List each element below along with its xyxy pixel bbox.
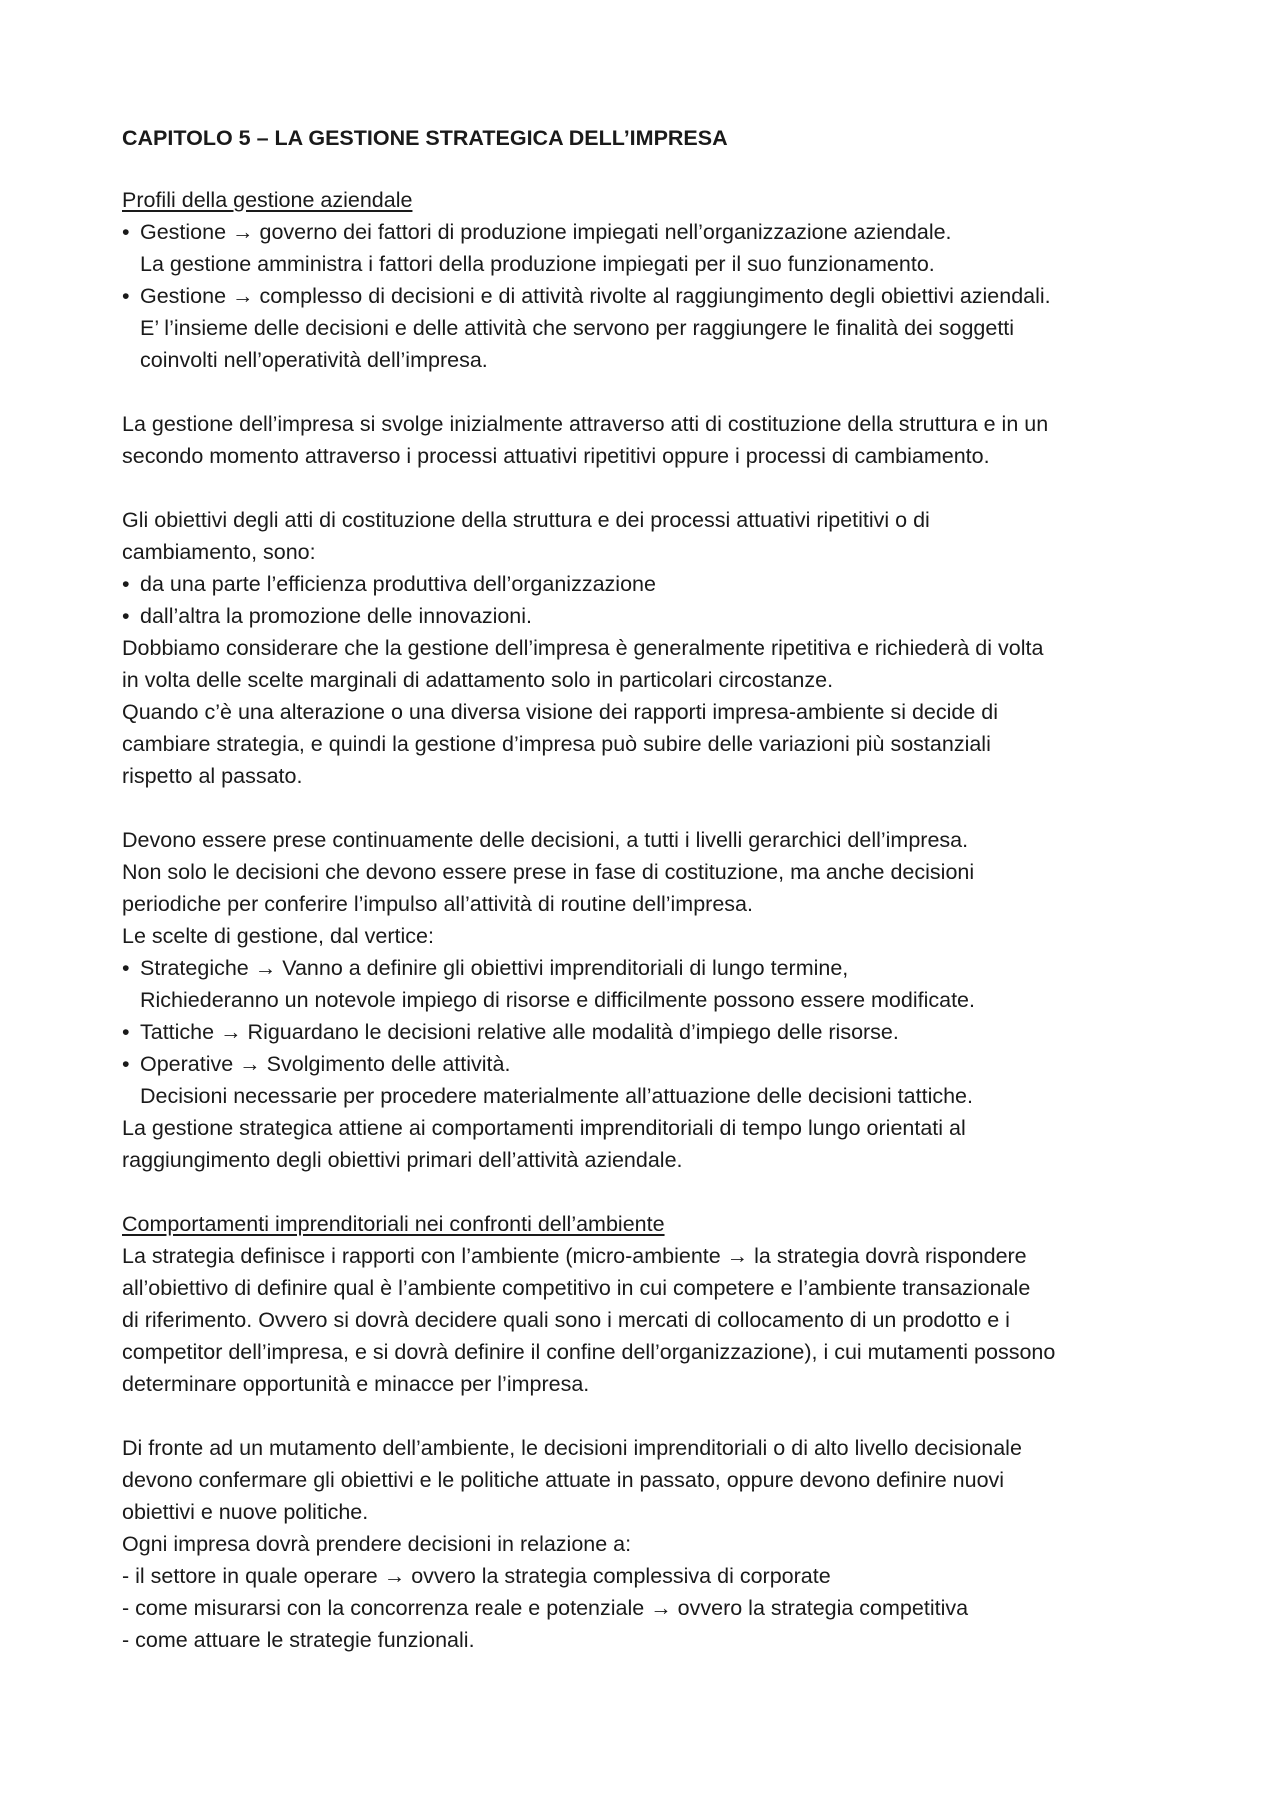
- bullet-item: • da una parte l’efficienza produttiva dell’organizzazione: [122, 568, 1182, 600]
- text-line: competitor dell’impresa, e si dovrà definire il confine dell’organizzazione), i cui mutamenti possono: [122, 1340, 1056, 1364]
- text-line: determinare opportunità e minacce per l’impresa.: [122, 1372, 590, 1396]
- text-line: • Tattiche → Riguardano le decisioni relative alle modalità d’impiego delle risorse.: [140, 1020, 899, 1044]
- text-line: Decisioni necessarie per procedere materialmente all’attuazione delle decisioni tattiche.: [140, 1084, 973, 1108]
- text-line: Dobbiamo considerare che la gestione dell’impresa è generalmente ripetitiva e richiederà di volta: [122, 636, 1044, 660]
- text-line: • Gestione → governo dei fattori di produzione impiegati nell’organizzazione aziendale.: [140, 220, 952, 244]
- text-line: obiettivi e nuove politiche.: [122, 1500, 369, 1524]
- bullet-item: • dall’altra la promozione delle innovazioni.: [122, 600, 1182, 632]
- text-line: • Gestione → complesso di decisioni e di attività rivolte al raggiungimento degli obiettivi aziendali.: [140, 284, 1051, 308]
- text-line: devono confermare gli obiettivi e le politiche attuate in passato, oppure devono definire nuovi: [122, 1468, 1005, 1492]
- decisions-list: [122, 1560, 1182, 1656]
- dash-item: - come misurarsi con la concorrenza reale e potenziale → ovvero la strategia competitiva: [122, 1596, 969, 1620]
- text-line: La strategia definisce i rapporti con l’ambiente (micro-ambiente → la strategia dovrà rispondere: [122, 1244, 1027, 1268]
- bullet-item: [122, 280, 1182, 376]
- text-line: Non solo le decisioni che devono essere prese in fase di costituzione, ma anche decisioni: [122, 860, 975, 884]
- text-line: E’ l’insieme delle decisioni e delle attività che servono per raggiungere le finalità dei soggetti: [140, 316, 1015, 340]
- dash-item: - come attuare le strategie funzionali.: [122, 1628, 475, 1652]
- text-line: • Operative → Svolgimento delle attività.: [140, 1052, 511, 1076]
- section-heading-profili: Profili della gestione aziendale: [122, 188, 413, 212]
- document-page: [122, 122, 1182, 1656]
- text-line: Devono essere prese continuamente delle decisioni, a tutti i livelli gerarchici dell’impresa.: [122, 828, 969, 852]
- text-line: Di fronte ad un mutamento dell’ambiente, le decisioni imprenditoriali o di alto livello decisionale: [122, 1436, 1022, 1460]
- dash-item: - il settore in quale operare → ovvero la strategia complessiva di corporate: [122, 1564, 831, 1588]
- text-line: all’obiettivo di definire qual è l’ambiente competitivo in cui competere e l’ambiente transazionale: [122, 1276, 1031, 1300]
- text-line: La gestione strategica attiene ai comportamenti imprenditoriali di tempo lungo orientati al: [122, 1116, 966, 1140]
- text-line: in volta delle scelte marginali di adattamento solo in particolari circostanze.: [122, 668, 834, 692]
- text-line: coinvolti nell’operatività dell’impresa.: [140, 348, 488, 372]
- paragraph: [122, 408, 1182, 472]
- text-line: periodiche per conferire l’impulso all’attività di routine dell’impresa.: [122, 892, 753, 916]
- bullet-item: [122, 216, 1182, 280]
- text-line: La gestione amministra i fattori della produzione impiegati per il suo funzionamento.: [140, 252, 935, 276]
- text-line: • Strategiche → Vanno a definire gli obiettivi imprenditoriali di lungo termine,: [140, 956, 849, 980]
- bullet-item: [122, 1048, 1182, 1112]
- gestione-definitions-list: [122, 216, 1182, 376]
- paragraph: [122, 504, 1182, 568]
- chapter-title: CAPITOLO 5 – LA GESTIONE STRATEGICA DELL’IMPRESA: [122, 126, 728, 150]
- paragraph: [122, 632, 1182, 792]
- bullet-item: [122, 952, 1182, 1016]
- bullet-item: [122, 1016, 1182, 1048]
- text-line: Richiederanno un notevole impiego di risorse e difficilmente possono essere modificate.: [140, 988, 975, 1012]
- text-line: cambiare strategia, e quindi la gestione d’impresa può subire delle variazioni più sostanziali: [122, 732, 991, 756]
- paragraph: [122, 1240, 1182, 1400]
- paragraph: [122, 1112, 1182, 1176]
- text-line: secondo momento attraverso i processi attuativi ripetitivi oppure i processi di cambiamento.: [122, 444, 990, 468]
- paragraph: [122, 824, 1182, 952]
- text-line: rispetto al passato.: [122, 764, 303, 788]
- text-line: cambiamento, sono:: [122, 540, 316, 564]
- text-line: Ogni impresa dovrà prendere decisioni in relazione a:: [122, 1532, 632, 1556]
- text-line: Quando c’è una alterazione o una diversa visione dei rapporti impresa-ambiente si decide di: [122, 700, 999, 724]
- text-line: Le scelte di gestione, dal vertice:: [122, 924, 434, 948]
- management-choices-list: [122, 952, 1182, 1112]
- section-heading-comportamenti: Comportamenti imprenditoriali nei confronti dell’ambiente: [122, 1212, 665, 1236]
- text-line: Gli obiettivi degli atti di costituzione della struttura e dei processi attuativi ripetitivi o di: [122, 508, 930, 532]
- text-line: di riferimento. Ovvero si dovrà decidere quali sono i mercati di collocamento di un prodotto e i: [122, 1308, 1010, 1332]
- text-line: raggiungimento degli obiettivi primari dell’attività aziendale.: [122, 1148, 683, 1172]
- text-line: La gestione dell’impresa si svolge inizialmente attraverso atti di costituzione della struttura e in un: [122, 412, 1049, 436]
- objectives-list: [122, 568, 1182, 632]
- paragraph: [122, 1432, 1182, 1560]
